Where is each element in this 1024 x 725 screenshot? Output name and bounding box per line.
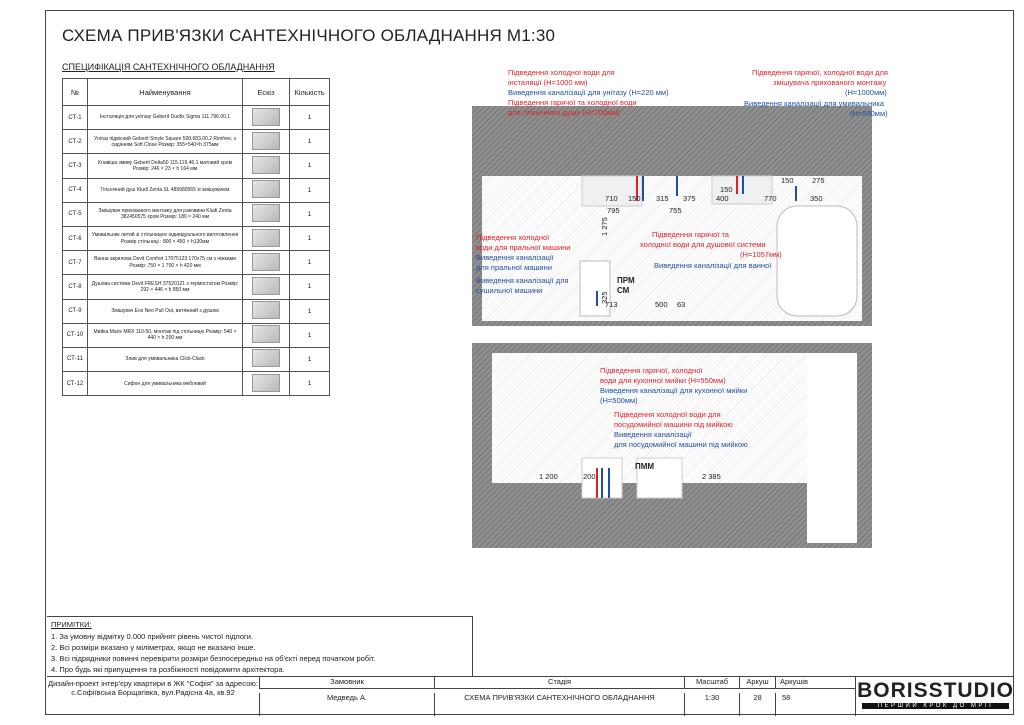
- row-sketch: [243, 202, 290, 226]
- table-row: [63, 178, 330, 202]
- kitchen-corner-floor: [807, 353, 857, 543]
- row-qty: 1: [290, 347, 330, 371]
- sm-tag: СМ: [617, 286, 630, 295]
- plan-annotation: холодної води для душової системи: [640, 240, 766, 249]
- row-qty: 1: [290, 372, 330, 396]
- row-sketch: [243, 323, 290, 347]
- plan-annotation: води для пральної машини: [476, 243, 571, 252]
- row-sketch: [243, 130, 290, 154]
- brand-slogan: ПЕРШИЙ КРОК ДО МРІЇ: [862, 703, 1009, 709]
- dimension-label: 770: [764, 194, 777, 203]
- note-line: 2. Всі розміри вказано у міліметрах, якщо не вказано інше.: [51, 643, 256, 652]
- dimension-label: 150: [781, 176, 794, 185]
- brand-name: BORISSTUDIO: [857, 679, 1014, 702]
- flush-plate-icon: [252, 156, 280, 174]
- table-row: [63, 251, 330, 275]
- dimension-label: 350: [810, 194, 823, 203]
- toilet-icon: [252, 132, 280, 150]
- row-qty: 1: [290, 106, 330, 130]
- plan-annotation: Виведення каналізації для: [476, 276, 569, 285]
- sheets-label: Аркушів: [775, 677, 855, 688]
- dimension-label: 710: [605, 194, 618, 203]
- stage-value: СХЕМА ПРИВ'ЯЗКИ САНТЕХНІЧНОГО ОБЛАДНАННЯ: [434, 693, 684, 716]
- spec-header-row: [63, 79, 330, 106]
- sheet-value: 28: [739, 693, 775, 716]
- note-line: 4. Про будь які припущення та розбіжності повідомити архітектора.: [51, 665, 285, 674]
- row-number: СТ-10: [63, 323, 88, 347]
- plan-annotation: (Н=1000мм): [845, 88, 887, 97]
- studio-logo: [855, 677, 1015, 716]
- plan-annotation: Виведення каналізації для умивальника: [744, 99, 884, 108]
- plan-annotation: Підведення холодної води для: [614, 410, 721, 419]
- plan-annotation: для пральної машини: [476, 263, 552, 272]
- row-number: СТ-6: [63, 226, 88, 250]
- shower-system-icon: [252, 277, 280, 295]
- row-sketch: [243, 106, 290, 130]
- customer-label: Замовник: [259, 677, 434, 688]
- row-sketch: [243, 154, 290, 178]
- bathtub-outline: [777, 206, 857, 316]
- table-row: [63, 226, 330, 250]
- row-qty: 1: [290, 154, 330, 178]
- row-sketch: [243, 275, 290, 299]
- title-block: [47, 676, 1014, 716]
- dimension-label: 2 385: [702, 472, 721, 481]
- plan-annotation: Підведення гарячої та холодної води: [508, 98, 637, 107]
- spec-table: [62, 78, 330, 396]
- pmm-tag: ПММ: [635, 462, 655, 471]
- plan-annotation: сушильної машини: [476, 286, 543, 295]
- table-row: [63, 347, 330, 371]
- plan-annotation: (Н=590мм): [850, 109, 888, 118]
- kitchen-sink-icon: [252, 325, 280, 343]
- notes-heading: ПРИМІТКИ:: [51, 620, 92, 629]
- row-qty: 1: [290, 130, 330, 154]
- plan-annotation: Підведення гарячої, холодної: [600, 366, 703, 375]
- row-number: СТ-5: [63, 202, 88, 226]
- row-sketch: [243, 178, 290, 202]
- dimension-label: 150: [720, 185, 733, 194]
- sheet-title: СХЕМА ПРИВ'ЯЗКИ САНТЕХНІЧНОГО ОБЛАДНАННЯ М1:30: [62, 26, 556, 45]
- row-number: СТ-7: [63, 251, 88, 275]
- plan-annotation: Виведення каналізації для ванної: [654, 261, 772, 270]
- row-number: СТ-9: [63, 299, 88, 323]
- plan-annotation: Виведення каналізації для кухонної мийки: [600, 386, 748, 395]
- row-name: Інсталяція для унітазу Geberit Duofix Sigma 111.796.00.1: [88, 106, 243, 130]
- row-sketch: [243, 372, 290, 396]
- notes-block: [47, 616, 473, 677]
- scale-value: 1:30: [684, 693, 739, 716]
- row-number: СТ-2: [63, 130, 88, 154]
- row-name: Злив для умивальника Click-Clack: [88, 347, 243, 371]
- note-line: 3. Всі підрядники повинні перевірити розміри безпосередньо на об'єкті перед початком робіт.: [51, 654, 376, 663]
- table-row: [63, 202, 330, 226]
- dimension-label: 63: [677, 300, 686, 309]
- row-sketch: [243, 251, 290, 275]
- sheets-value: 58: [775, 693, 855, 716]
- basin-mixer-icon: [252, 204, 280, 222]
- row-name: Гігієнічний душ Kludi Zenta SL 489980565 зі змішувачем: [88, 178, 243, 202]
- stage-label: Стадія: [434, 677, 684, 688]
- dimension-label: 755: [669, 206, 682, 215]
- row-number: СТ-12: [63, 372, 88, 396]
- row-qty: 1: [290, 275, 330, 299]
- row-name: Унітаз підвісний Geberit Smyle Square 500.683.00.2 Rimfree, з сидінням Soft Close Розмір: 355×540×h 375мм: [88, 130, 243, 154]
- row-qty: 1: [290, 299, 330, 323]
- row-name: Клавіша змиву Geberit Delta50 115.119.46.1 матовий хром Розмір: 246 × 23 × h 164 мм: [88, 154, 243, 178]
- plan-annotation: Підведення холодної води для: [508, 68, 615, 77]
- project-address: Дизайн-проект інтер'єру квартири в ЖК "Софія" за адресою: с.Софіївська Борщагівка, вул.Радісна 4а, кв.92: [48, 679, 258, 698]
- dimension-label: 315: [656, 194, 669, 203]
- spec-heading: СПЕЦИФІКАЦІЯ САНТЕХНІЧНОГО ОБЛАДНАННЯ: [62, 62, 275, 72]
- dimension-label: 713: [605, 300, 618, 309]
- table-row: [63, 154, 330, 178]
- vanity-icon: [252, 229, 280, 247]
- stamp-divider: [259, 688, 855, 689]
- row-sketch: [243, 226, 290, 250]
- col-header-sketch: Ескіз: [243, 79, 290, 106]
- dimension-label: 500: [655, 300, 668, 309]
- row-sketch: [243, 347, 290, 371]
- table-row: [63, 299, 330, 323]
- plan-annotation: Виведення каналізації для унітазу (Н=220 мм): [508, 88, 669, 97]
- scale-label: Масштаб: [684, 677, 739, 688]
- plan-annotation: Виведення каналізації: [614, 430, 692, 439]
- row-number: СТ-3: [63, 154, 88, 178]
- row-number: СТ-4: [63, 178, 88, 202]
- plan-annotation: змішувача прихованого монтажу: [773, 78, 887, 87]
- note-line: 1. За умовну відмітку 0.000 прийнят рівень чистої підлоги.: [51, 632, 254, 641]
- dimension-label: 1 275: [600, 217, 609, 236]
- dimension-label: 150: [628, 194, 641, 203]
- dimension-label: 325: [600, 291, 609, 304]
- dimension-label: 200: [583, 472, 596, 481]
- dimension-label: 375: [683, 194, 696, 203]
- row-name: Змішувач Eos Neo Pull Out, витяжний з душем: [88, 299, 243, 323]
- row-qty: 1: [290, 323, 330, 347]
- dimension-label: 275: [812, 176, 825, 185]
- row-number: СТ-11: [63, 347, 88, 371]
- row-qty: 1: [290, 178, 330, 202]
- siphon-icon: [252, 374, 280, 392]
- plan-annotation: Підведення холодної: [476, 233, 550, 242]
- bathtub-icon: [252, 253, 280, 271]
- row-qty: 1: [290, 226, 330, 250]
- prm-tag: ПРМ: [617, 276, 635, 285]
- row-number: СТ-1: [63, 106, 88, 130]
- col-header-name: Найменування: [88, 79, 243, 106]
- row-name: Умивальник литий зі стільницею індивідуального виготовлення Розмір стільниці : 800 × 450 × h130мм: [88, 226, 243, 250]
- plan-annotation: Підведення гарячої та: [652, 230, 729, 239]
- plan-annotation: інсталяції (Н=1000 мм): [508, 78, 588, 87]
- col-header-qty: Кількість: [290, 79, 330, 106]
- dimension-label: 1 200: [539, 472, 558, 481]
- col-header-no: №: [63, 79, 88, 106]
- customer-value: Медведь А.: [259, 693, 434, 716]
- dimension-label: 400: [716, 194, 729, 203]
- table-row: [63, 130, 330, 154]
- row-name: Змішувач прихованого монтажу для раковини Kludi Zenta 382450575 хром Розмір: 180 × 240 мм: [88, 202, 243, 226]
- plan-annotation: для гігієнічного душу (Н=700мм): [508, 108, 620, 117]
- row-qty: 1: [290, 202, 330, 226]
- row-name: Ванна акрилова Devit Comfort 17075123 170х75 см з ніжками Розмір: 750 × 1 700 × h 420 мм: [88, 251, 243, 275]
- plan-annotation: посудомийної машини під мийкою: [614, 420, 733, 429]
- plan-annotation: Виведення каналізації: [476, 253, 554, 262]
- row-name: Сифон для умивальника меблевий: [88, 372, 243, 396]
- table-row: [63, 372, 330, 396]
- installation-frame-icon: [252, 108, 280, 126]
- table-row: [63, 323, 330, 347]
- kitchen-mixer-icon: [252, 301, 280, 319]
- plan-annotation: (Н=500мм): [600, 396, 638, 405]
- plan-annotation: (Н=1057мм): [740, 250, 782, 259]
- row-sketch: [243, 299, 290, 323]
- plan-annotation: для посудомийної машини під мийкою: [614, 440, 748, 449]
- dimension-label: 795: [607, 206, 620, 215]
- table-row: [63, 106, 330, 130]
- row-number: СТ-8: [63, 275, 88, 299]
- sheet-label: Аркуш: [739, 677, 775, 688]
- drain-icon: [252, 349, 280, 367]
- plan-annotation: Підведення гарячої, холодної води для: [752, 68, 888, 77]
- hygienic-shower-icon: [252, 180, 280, 198]
- plan-annotation: води для кухонної мийки (Н=550мм): [600, 376, 726, 385]
- row-name: Душова система Devit FRESH 37520121 з термостатом Розмір: 292 × 446 × h 850 мм: [88, 275, 243, 299]
- row-qty: 1: [290, 251, 330, 275]
- table-row: [63, 275, 330, 299]
- row-name: Мийка Maris MRX 110-50, монтаж під стільницю Розмір: 540 × 440 × h 200 мм: [88, 323, 243, 347]
